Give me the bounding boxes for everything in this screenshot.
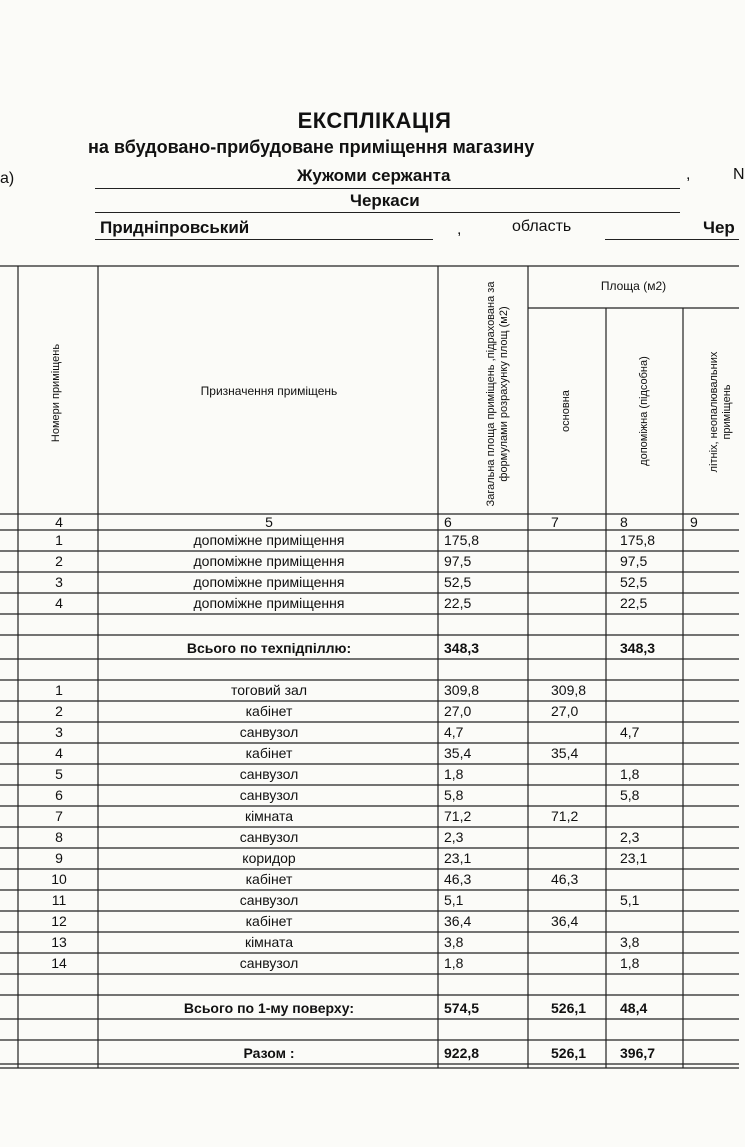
- main-area: 46,3: [551, 871, 579, 887]
- aux-area: 23,1: [620, 850, 648, 866]
- right-fragment-1: N: [733, 166, 745, 183]
- city-value: Черкаси: [350, 191, 420, 210]
- aux-area: 396,7: [620, 1045, 656, 1061]
- total-area: 3,8: [444, 934, 464, 950]
- room-number: 7: [55, 808, 63, 824]
- aux-area: 48,4: [620, 1000, 648, 1016]
- room-purpose: санвузол: [239, 724, 299, 740]
- total-area: 309,8: [444, 682, 480, 698]
- total-label: Разом :: [243, 1045, 295, 1061]
- room-purpose: допоміжне приміщення: [193, 532, 345, 548]
- left-fragment: а): [0, 170, 15, 187]
- total-area: 46,3: [444, 871, 472, 887]
- total-area: 348,3: [444, 640, 480, 656]
- room-number: 3: [55, 574, 63, 590]
- street-value: Жужоми сержанта: [297, 166, 451, 185]
- total-area: 574,5: [444, 1000, 480, 1016]
- total-area: 1,8: [444, 955, 464, 971]
- total-area: 922,8: [444, 1045, 480, 1061]
- total-area: 52,5: [444, 574, 472, 590]
- room-number: 14: [51, 955, 67, 971]
- total-area: 22,5: [444, 595, 472, 611]
- aux-area: 3,8: [620, 934, 640, 950]
- aux-area: 5,1: [620, 892, 640, 908]
- total-area: 71,2: [444, 808, 472, 824]
- header-purpose: Призначення приміщень: [200, 384, 338, 398]
- room-purpose: допоміжне приміщення: [193, 553, 345, 569]
- total-area: 35,4: [444, 745, 472, 761]
- main-area: 309,8: [551, 682, 587, 698]
- total-area: 5,8: [444, 787, 464, 803]
- main-area: 35,4: [551, 745, 579, 761]
- room-number: 4: [55, 595, 63, 611]
- room-purpose: кабінет: [245, 871, 293, 887]
- room-purpose: санвузол: [239, 955, 299, 971]
- document-title: ЕКСПЛІКАЦІЯ: [297, 108, 452, 133]
- aux-area: 348,3: [620, 640, 656, 656]
- column-number: 9: [690, 514, 698, 530]
- room-purpose: коридор: [242, 850, 296, 866]
- column-number: 5: [265, 514, 273, 530]
- total-area: 1,8: [444, 766, 464, 782]
- header-area-group: Площа (м2): [600, 279, 667, 293]
- aux-area: 4,7: [620, 724, 640, 740]
- room-number: 10: [51, 871, 67, 887]
- oblast-label: область: [512, 218, 572, 235]
- room-purpose: санвузол: [239, 892, 299, 908]
- room-purpose: санвузол: [239, 766, 299, 782]
- aux-area: 22,5: [620, 595, 648, 611]
- room-purpose: кімната: [244, 934, 294, 950]
- room-number: 3: [55, 724, 63, 740]
- room-purpose: допоміжне приміщення: [193, 574, 345, 590]
- column-number: 6: [444, 514, 452, 530]
- total-area: 2,3: [444, 829, 464, 845]
- room-purpose: кабінет: [245, 913, 293, 929]
- room-number: 13: [51, 934, 67, 950]
- header-auxiliary: допоміжна (підсобна): [638, 356, 650, 466]
- column-number: 7: [551, 514, 559, 530]
- main-area: 27,0: [551, 703, 579, 719]
- room-number: 6: [55, 787, 63, 803]
- room-number: 4: [55, 745, 63, 761]
- total-area: 5,1: [444, 892, 464, 908]
- room-purpose: санвузол: [239, 787, 299, 803]
- comma-1: ,: [686, 166, 691, 183]
- room-purpose: кімната: [244, 808, 294, 824]
- total-area: 23,1: [444, 850, 472, 866]
- total-label: Всього по техпідпіллю:: [186, 640, 352, 656]
- main-area: 526,1: [551, 1000, 587, 1016]
- header-total-area: Загальна площа приміщень ,підрахована за формулами розрахунку площ (м2): [485, 281, 510, 507]
- total-label: Всього по 1-му поверху:: [183, 1000, 355, 1016]
- room-number: 2: [55, 553, 63, 569]
- aux-area: 5,8: [620, 787, 640, 803]
- column-number: 4: [55, 514, 63, 530]
- main-area: 526,1: [551, 1045, 587, 1061]
- room-number: 8: [55, 829, 63, 845]
- aux-area: 2,3: [620, 829, 640, 845]
- aux-area: 52,5: [620, 574, 648, 590]
- total-area: 4,7: [444, 724, 464, 740]
- total-area: 36,4: [444, 913, 472, 929]
- district-value: Придніпровський: [100, 218, 250, 237]
- aux-area: 175,8: [620, 532, 656, 548]
- room-number: 12: [51, 913, 67, 929]
- room-number: 9: [55, 850, 63, 866]
- header-main: основна: [560, 390, 572, 432]
- total-area: 27,0: [444, 703, 472, 719]
- room-number: 2: [55, 703, 63, 719]
- aux-area: 97,5: [620, 553, 648, 569]
- room-purpose: тоговий зал: [231, 682, 307, 698]
- room-purpose: кабінет: [245, 703, 293, 719]
- right-fragment-2: Чер: [703, 218, 735, 237]
- comma-2: ,: [457, 221, 462, 238]
- room-number: 11: [51, 892, 67, 908]
- room-purpose: кабінет: [245, 745, 293, 761]
- main-area: 36,4: [551, 913, 579, 929]
- column-number: 8: [620, 514, 628, 530]
- room-number: 5: [55, 766, 63, 782]
- room-purpose: допоміжне приміщення: [193, 595, 345, 611]
- room-number: 1: [55, 532, 63, 548]
- aux-area: 1,8: [620, 955, 640, 971]
- document-subtitle: на вбудовано-прибудоване приміщення магазину: [88, 137, 535, 157]
- room-number: 1: [55, 682, 63, 698]
- main-area: 71,2: [551, 808, 579, 824]
- aux-area: 1,8: [620, 766, 640, 782]
- header-room-numbers: Номери приміщень: [50, 343, 62, 443]
- header-summer: літніх, неопалювальних приміщень: [708, 351, 733, 473]
- room-purpose: санвузол: [239, 829, 299, 845]
- total-area: 97,5: [444, 553, 472, 569]
- total-area: 175,8: [444, 532, 480, 548]
